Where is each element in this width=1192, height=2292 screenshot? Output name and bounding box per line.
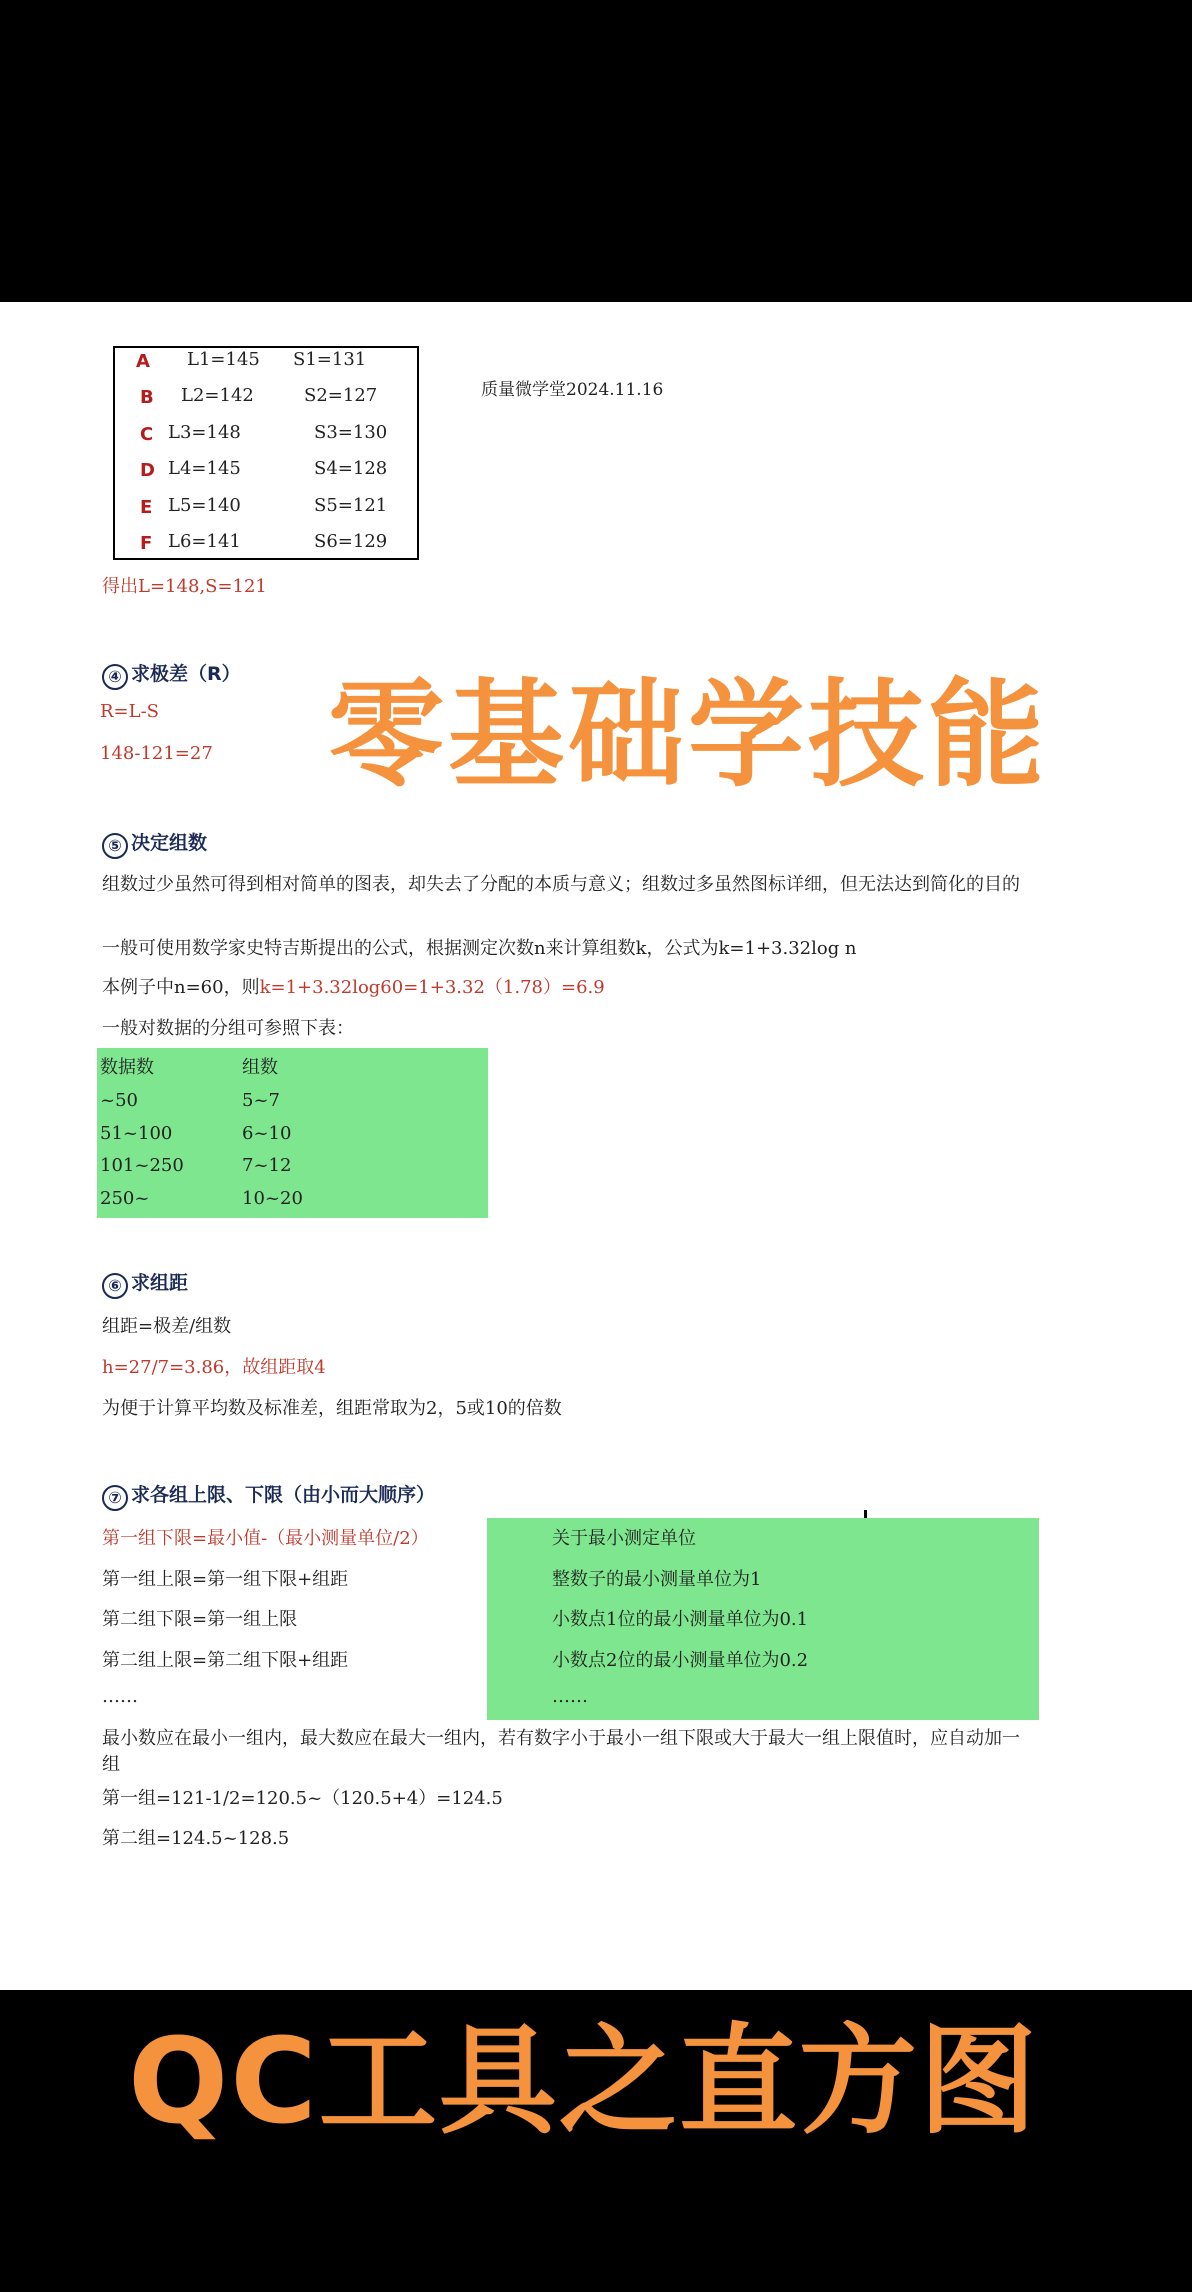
table-cell: 250~ xyxy=(100,1187,150,1209)
table-cell: 10~20 xyxy=(242,1187,303,1209)
row-letter: F xyxy=(140,533,153,554)
group1-range: 第一组=121-1/2=120.5~（120.5+4）=124.5 xyxy=(102,1788,503,1809)
row-letter: A xyxy=(136,351,150,372)
long-side-value: L5=140 xyxy=(168,494,241,516)
section7-heading xyxy=(102,1480,435,1511)
table-cell: 6~10 xyxy=(242,1122,292,1144)
section6-number: ⑥ xyxy=(102,1273,128,1299)
section4-title: 求极差（R） xyxy=(131,663,241,685)
result-line: 得出L=148,S=121 xyxy=(102,576,267,597)
example-prefix: 本例子中n=60，则 xyxy=(102,977,260,998)
long-side-value: L4=145 xyxy=(168,458,241,480)
unit-rule-line: 小数点1位的最小测量单位为0.1 xyxy=(552,1609,809,1630)
short-side-value: S1=131 xyxy=(293,349,367,370)
row-letter: B xyxy=(140,387,154,409)
sturges-formula: 一般可使用数学家史特吉斯提出的公式，根据测定次数n来计算组数k，公式为k=1+3.32log n xyxy=(102,938,857,959)
limit-rule-line: …… xyxy=(102,1686,138,1707)
group-count-explanation: 组数过少虽然可得到相对简单的图表，却失去了分配的本质与意义；组数过多虽然图标详细，但无法达到简化的目的 xyxy=(102,874,1020,895)
row-letter: E xyxy=(140,496,153,518)
short-side-value: S4=128 xyxy=(314,458,388,480)
document-page xyxy=(0,302,1192,1990)
section5-number: ⑤ xyxy=(102,833,128,859)
example-line xyxy=(102,973,605,999)
limit-rule-line: 第一组上限=第一组下限+组距 xyxy=(102,1568,349,1590)
extra-group-note: 最小数应在最小一组内，最大数应在最大一组内，若有数字小于最小一组下限或大于最大一组上限值时，应自动加一组 xyxy=(102,1728,1020,1775)
range-calc: 148-121=27 xyxy=(100,743,213,764)
table-cell: 7~12 xyxy=(242,1155,292,1176)
section5-title: 决定组数 xyxy=(131,832,208,854)
unit-rule-line: 小数点2位的最小测量单位为0.2 xyxy=(552,1649,809,1671)
long-side-value: L2=142 xyxy=(181,385,254,407)
long-side-value: L6=141 xyxy=(168,531,241,552)
section5-heading xyxy=(102,828,207,859)
row-letter: D xyxy=(140,460,155,482)
row-letter: C xyxy=(140,423,154,445)
table-cell: 51~100 xyxy=(100,1122,173,1144)
date-watermark: 质量微学堂2024.11.16 xyxy=(481,380,664,400)
interval-formula: 组距=极差/组数 xyxy=(102,1316,232,1337)
short-side-value: S5=121 xyxy=(314,494,388,516)
section4-heading xyxy=(102,659,241,690)
grouping-intro: 一般对数据的分组可参照下表： xyxy=(102,1018,354,1039)
overlay-title: 零基础学技能 xyxy=(328,668,1048,803)
table-header-cell: 组数 xyxy=(242,1057,278,1078)
long-side-value: L1=145 xyxy=(187,349,260,370)
limit-rule-line: 第二组上限=第二组下限+组距 xyxy=(102,1649,349,1671)
measurement-table xyxy=(113,346,419,560)
interval-note: 为便于计算平均数及标准差，组距常取为2，5或10的倍数 xyxy=(102,1398,562,1419)
long-side-value: L3=148 xyxy=(168,421,241,443)
section6-heading xyxy=(102,1268,188,1299)
bottom-title: QC工具之直方图 xyxy=(128,2012,1039,2150)
short-side-value: S3=130 xyxy=(314,421,388,443)
table-cell: 5~7 xyxy=(242,1090,280,1111)
unit-rule-line: …… xyxy=(552,1686,588,1707)
group2-range: 第二组=124.5~128.5 xyxy=(102,1828,290,1849)
interval-calc: h=27/7=3.86，故组距取4 xyxy=(102,1357,326,1378)
limit-rule-line: 第一组下限=最小值-（最小测量单位/2） xyxy=(102,1528,429,1549)
section4-number: ④ xyxy=(102,664,128,690)
range-formula: R=L-S xyxy=(100,701,160,722)
table-cell: ~50 xyxy=(100,1090,138,1111)
example-calc: k=1+3.32log60=1+3.32（1.78）=6.9 xyxy=(259,977,605,998)
short-side-value: S6=129 xyxy=(314,531,388,552)
short-side-value: S2=127 xyxy=(304,385,378,407)
unit-rule-line: 整数子的最小测量单位为1 xyxy=(552,1568,762,1590)
table-header-cell: 数据数 xyxy=(100,1057,154,1078)
section7-title: 求各组上限、下限（由小而大顺序） xyxy=(131,1484,436,1506)
unit-rule-line: 关于最小测定单位 xyxy=(552,1528,696,1549)
table-cell: 101~250 xyxy=(100,1155,184,1176)
limit-rule-line: 第二组下限=第一组上限 xyxy=(102,1609,298,1630)
section7-number: ⑦ xyxy=(102,1485,128,1511)
section6-title: 求组距 xyxy=(131,1272,189,1294)
